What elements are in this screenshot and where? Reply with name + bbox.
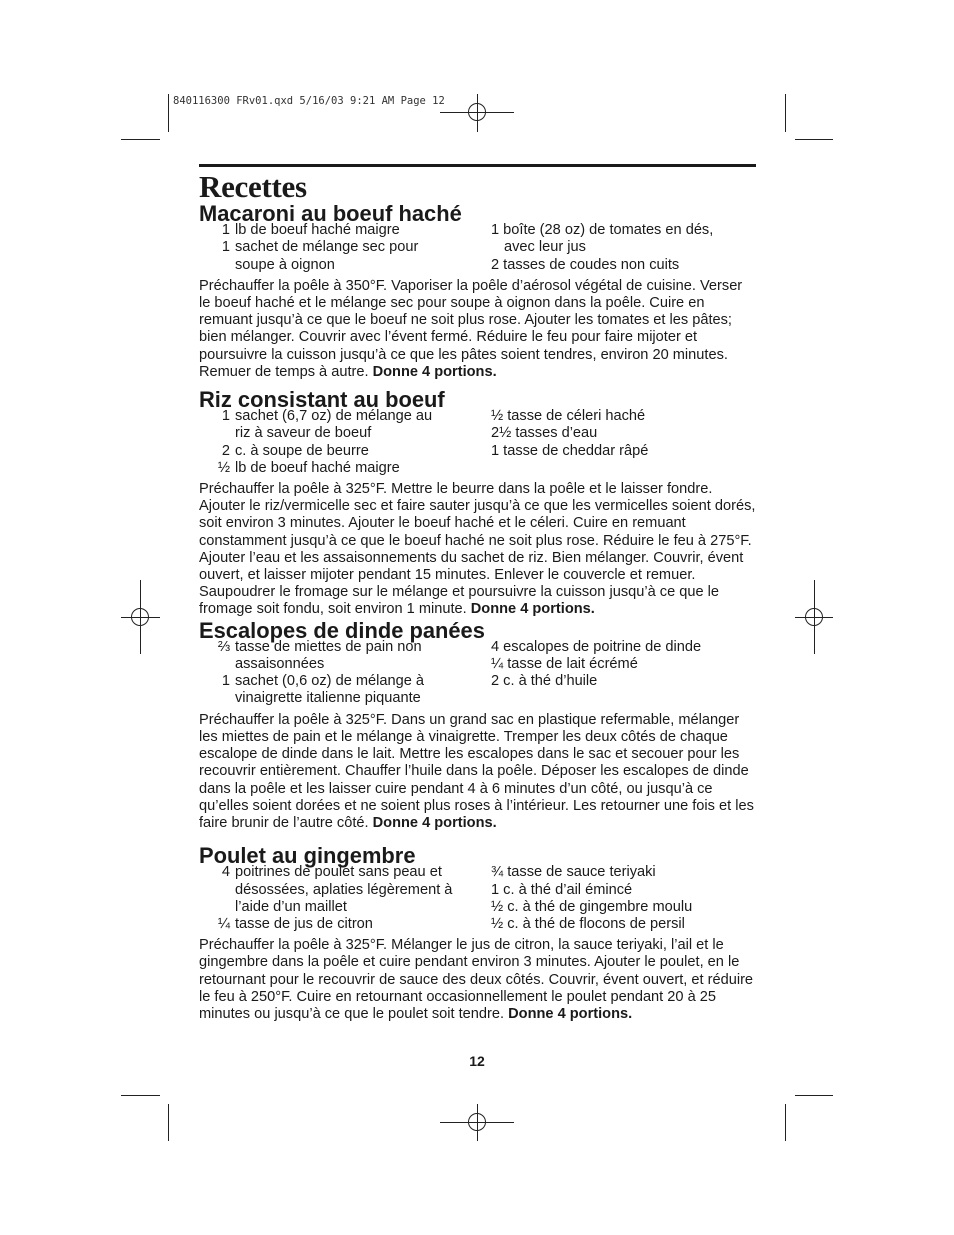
ingredient-quantity: 1 xyxy=(221,673,230,690)
recipe-title: Riz consistant au boeuf xyxy=(199,387,445,413)
ingredient-name xyxy=(235,222,491,239)
ingredient-item xyxy=(491,899,756,916)
ingredient-quantity: 1 xyxy=(221,408,230,425)
ingredient-quantity: 1 xyxy=(221,222,230,239)
recipe-method xyxy=(199,712,756,832)
ingredient-item xyxy=(491,425,756,442)
ingredient-line: 1 tasse de cheddar râpé xyxy=(491,442,649,459)
recipe-section xyxy=(199,843,756,1023)
ingredient-line: avec leur jus xyxy=(504,239,586,256)
ingredient-line: 2½ tasses d’eau xyxy=(491,425,598,442)
crop-mark-bottom-left-v xyxy=(168,1104,169,1141)
recipe-method xyxy=(199,278,756,381)
ingredient-list xyxy=(199,222,756,274)
recipe-title: Poulet au gingembre xyxy=(199,843,416,869)
ingredient-line: sachet (6,7 oz) de mélange au xyxy=(235,408,433,425)
ingredient-item xyxy=(199,673,491,707)
ingredient-quantity: 2 xyxy=(221,442,230,459)
ingredient-item xyxy=(491,639,756,656)
ingredient-column-right xyxy=(491,864,756,933)
ingredient-quantity: 1 xyxy=(221,239,230,256)
ingredient-item xyxy=(491,656,756,673)
servings: Donne 4 portions. xyxy=(372,814,497,831)
method-text: Préchauffer la poêle à 325°F. Mélanger le jus de citron, la sauce teriyaki, l’ail et le gingembre dans la poêle et cuire pendant environ 3 minutes. Ajouter le poulet, en le retournant pour le recouvrir de sauce des deux côtés. Couvrir, évent ouvert, et réduire le feu à 250°F. Cuire en retournant occasionnellement le poulet pendant 20 à 25 minutes ou jusqu’à ce que le poulet soit tendre. xyxy=(199,937,754,1022)
ingredient-name xyxy=(235,443,491,460)
ingredient-line: 1 c. à thé d’ail émincé xyxy=(491,881,633,898)
ingredient-line: lb de boeuf haché maigre xyxy=(235,222,400,239)
crop-mark-top-left-v xyxy=(168,94,169,132)
ingredient-name xyxy=(235,460,491,477)
ingredient-line: 1 boîte (28 oz) de tomates en dés, xyxy=(491,222,714,239)
method-text: Préchauffer la poêle à 325°F. Dans un grand sac en plastique refermable, mélanger les miettes de pain et le mélange à vinaigrette. Tremper les deux côtés de chaque escalope de dinde dans le lait. Mettre les escalopes dans le sac et secouer pour les recouvrir entièrement. Chauffer l’huile dans la poêle. Déposer les escalopes de dinde dans la poêle et les laisser cuire pendant 4 à 6 minutes d’un côté, ou jusqu’à ce qu’elles soient dorées et ne soient plus roses à l’intérieur. Les retourner une fois et les faire brunir de l’autre côté. xyxy=(199,711,754,831)
ingredient-line: 2 tasses de coudes non cuits xyxy=(491,256,680,273)
ingredient-line: assaisonnées xyxy=(235,656,325,673)
ingredient-line: sachet de mélange sec pour xyxy=(235,239,419,256)
crop-mark-bottom-left-h xyxy=(121,1095,160,1096)
ingredient-column-left xyxy=(199,222,491,274)
recipe-section xyxy=(199,617,756,832)
title-rule xyxy=(199,164,756,167)
ingredient-line: vinaigrette italienne piquante xyxy=(235,690,421,707)
ingredient-item xyxy=(199,916,491,933)
ingredient-line: 4 escalopes de poitrine de dinde xyxy=(491,638,702,655)
ingredient-name xyxy=(235,864,491,916)
ingredient-column-right xyxy=(491,222,756,274)
ingredient-column-left xyxy=(199,864,491,933)
ingredient-column-left xyxy=(199,639,491,708)
ingredient-item xyxy=(491,916,756,933)
ingredient-line: 2 c. à thé d’huile xyxy=(491,673,598,690)
ingredient-quantity: ¼ xyxy=(217,915,230,932)
ingredient-item xyxy=(491,257,756,274)
ingredient-line: tasse de miettes de pain non xyxy=(235,638,422,655)
ingredient-column-right xyxy=(491,639,756,708)
recipe-section xyxy=(199,387,756,619)
ingredient-list xyxy=(199,408,756,477)
registration-mark-bottom-circle xyxy=(468,1113,486,1131)
ingredient-item xyxy=(199,222,491,239)
registration-mark-left-circle xyxy=(131,608,149,626)
crop-mark-top-left-h xyxy=(121,139,160,140)
ingredient-column-right xyxy=(491,408,756,477)
recipe-page xyxy=(199,164,756,1023)
ingredient-line: c. à soupe de beurre xyxy=(235,442,369,459)
ingredient-line: sachet (0,6 oz) de mélange à xyxy=(235,673,425,690)
crop-mark-bottom-right-h xyxy=(795,1095,833,1096)
ingredient-name xyxy=(235,239,491,273)
method-text: Préchauffer la poêle à 350°F. Vaporiser la poêle d’aérosol végétal de cuisine. Verser le boeuf haché et le mélange sec pour soupe à oignon dans la poêle. Cuire en remuant jusqu’à ce que le boeuf ne soit plus rose. Ajouter les tomates et les pâtes; bien mélanger. Couvrir avec l’évent fermé. Réduire le feu pour faire mijoter et poursuivre la cuisson jusqu’à ce que les pâtes soient tendres, environ 20 minutes. Remuer de temps à autre. xyxy=(199,277,743,380)
ingredient-item xyxy=(199,639,491,673)
print-header: 840116300 FRv01.qxd 5/16/03 9:21 AM Page 12 xyxy=(173,95,445,107)
ingredient-line: poitrines de poulet sans peau et xyxy=(235,864,442,881)
ingredient-list xyxy=(199,864,756,933)
recipe-title: Escalopes de dinde panées xyxy=(199,617,485,643)
ingredient-line: l’aide d’un maillet xyxy=(235,898,347,915)
ingredient-item xyxy=(491,882,756,899)
ingredient-line: ½ c. à thé de flocons de persil xyxy=(491,915,685,932)
ingredient-name xyxy=(235,673,491,707)
ingredient-name xyxy=(235,408,491,442)
ingredient-name xyxy=(235,916,491,933)
ingredient-item xyxy=(491,443,756,460)
ingredient-line: soupe à oignon xyxy=(235,256,335,273)
ingredient-item xyxy=(491,673,756,690)
ingredient-line: ¼ tasse de lait écrémé xyxy=(491,656,638,673)
ingredient-item xyxy=(199,239,491,273)
ingredient-item xyxy=(199,864,491,916)
ingredient-item xyxy=(491,408,756,425)
recipe-method xyxy=(199,481,756,619)
registration-mark-right-circle xyxy=(805,608,823,626)
ingredient-line: désossées, aplaties légèrement à xyxy=(235,881,453,898)
ingredient-name xyxy=(235,639,491,673)
ingredient-item xyxy=(199,460,491,477)
ingredient-item xyxy=(199,408,491,442)
page-title: Recettes xyxy=(199,169,307,204)
ingredient-quantity: ⅔ xyxy=(217,638,230,655)
method-text: Préchauffer la poêle à 325°F. Mettre le beurre dans la poêle et le laisser fondre. Ajouter le riz/vermicelle sec et faire sauter jusqu’à ce que les vermicelles soient dorés, soit environ 3 minutes. Ajouter le boeuf haché et le céleri. Cuire en remuant constamment jusqu’à ce que le boeuf haché ne soit plus rose. Réduire le feu à 275°F. Ajouter l’eau et les assaisonnements du sachet de riz. Bien mélanger. Couvrir, évent ouvert, et laisser mijoter pendant 15 minutes. Enlever le couvercle et remuer. Saupoudrer le fromage sur le mélange et poursuivre la cuisson jusqu’à ce que le fromage soit fondu, soit environ 1 minute. xyxy=(199,481,756,618)
ingredient-list xyxy=(199,639,756,708)
ingredient-line: lb de boeuf haché maigre xyxy=(235,459,400,476)
crop-mark-bottom-right-v xyxy=(785,1104,786,1141)
ingredient-item xyxy=(491,222,756,256)
crop-mark-top-right-h xyxy=(795,139,833,140)
page-number: 12 xyxy=(469,1053,485,1069)
recipe-list xyxy=(199,201,756,1023)
recipe-title: Macaroni au boeuf haché xyxy=(199,201,462,226)
servings: Donne 4 portions. xyxy=(470,601,595,618)
ingredient-quantity: ½ xyxy=(217,459,230,476)
crop-mark-top-right-v xyxy=(785,94,786,132)
ingredient-line: ½ tasse de céleri haché xyxy=(491,408,646,425)
ingredient-column-left xyxy=(199,408,491,477)
servings: Donne 4 portions. xyxy=(372,363,497,380)
ingredient-line: riz à saveur de boeuf xyxy=(235,425,372,442)
ingredient-quantity: 4 xyxy=(221,864,230,881)
ingredient-line: tasse de jus de citron xyxy=(235,915,373,932)
recipe-method xyxy=(199,937,756,1023)
ingredient-item xyxy=(491,864,756,881)
ingredient-line: ½ c. à thé de gingembre moulu xyxy=(491,898,693,915)
recipe-section xyxy=(199,201,756,381)
servings: Donne 4 portions. xyxy=(508,1005,633,1022)
ingredient-line: ¾ tasse de sauce teriyaki xyxy=(491,864,656,881)
ingredient-item xyxy=(199,443,491,460)
registration-mark-top-circle xyxy=(468,103,486,121)
